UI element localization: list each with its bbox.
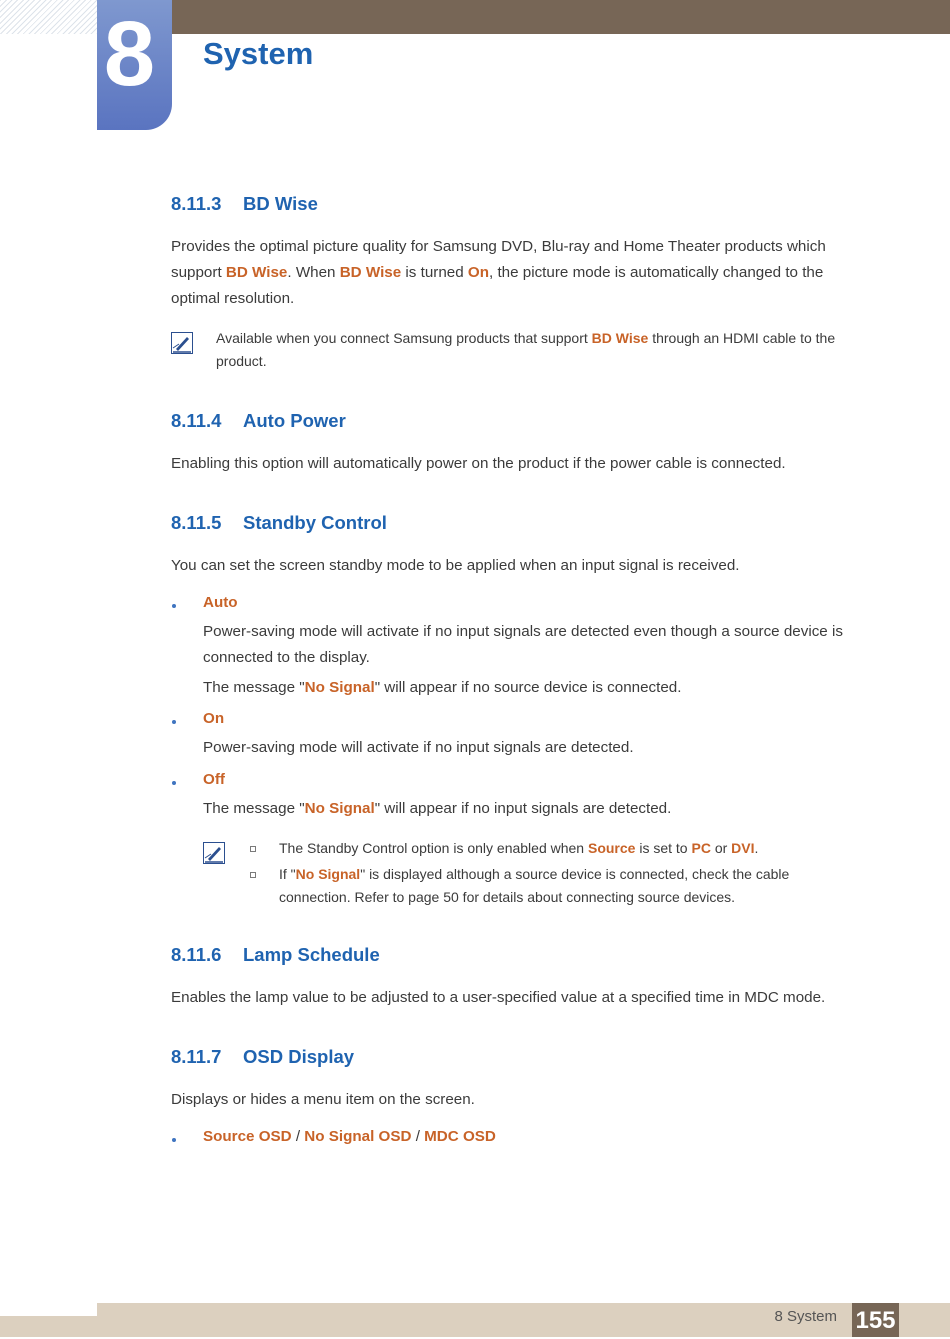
lamp-paragraph: Enables the lamp value to be adjusted to a user-specified value at a specified time in MDC mode. <box>171 989 826 1006</box>
footer-notch <box>0 1303 97 1316</box>
standby-paragraph: You can set the screen standby mode to be applied when an input signal is received. <box>171 557 740 574</box>
on-description: Power-saving mode will activate if no input signals are detected. <box>203 739 634 756</box>
section-heading-standby-control: 8.11.5 Standby Control <box>171 512 387 533</box>
header-pattern <box>0 0 97 34</box>
off-description: The message "No Signal" will appear if no input signals are detected. <box>203 800 672 817</box>
list-item-auto: Auto <box>203 594 238 611</box>
section-heading-auto-power: 8.11.4 Auto Power <box>171 410 346 431</box>
page-number: 155 <box>852 1303 899 1337</box>
osd-paragraph: Displays or hides a menu item on the screen. <box>171 1091 475 1108</box>
note-bullet-icon <box>250 846 256 852</box>
bullet-icon <box>172 720 176 724</box>
bd-wise-paragraph: Provides the optimal picture quality for Samsung DVD, Blu-ray and Home Theater products which support BD Wise. When BD Wise is turned On, the picture mode is automatically changed to the optimal resolution. <box>171 238 826 307</box>
note-icon <box>203 842 225 869</box>
chapter-number: 8 <box>103 3 156 105</box>
section-heading-osd-display: 8.11.7 OSD Display <box>171 1046 355 1067</box>
auto-power-paragraph: Enabling this option will automatically power on the product if the power cable is connected. <box>171 455 786 472</box>
auto-description: Power-saving mode will activate if no input signals are detected even though a source device is connected to the display. The message "No Signal" will appear if no source device is connected. <box>203 623 843 696</box>
note-bullet-icon <box>250 872 256 878</box>
list-item-on: On <box>203 710 225 727</box>
header-bar <box>97 0 950 34</box>
note-icon <box>171 332 193 359</box>
bd-wise-note: Available when you connect Samsung products that support BD Wise through an HDMI cable to the product. <box>216 330 836 369</box>
bullet-icon <box>172 781 176 785</box>
section-heading-lamp-schedule: 8.11.6 Lamp Schedule <box>171 944 380 965</box>
chapter-title: System <box>203 36 314 71</box>
osd-items: Source OSD / No Signal OSD / MDC OSD <box>203 1128 496 1145</box>
standby-note-1: The Standby Control option is only enabled when Source is set to PC or DVI. <box>279 840 759 856</box>
bullet-icon <box>172 604 176 608</box>
bullet-icon <box>172 1138 176 1142</box>
list-item-off: Off <box>203 771 225 788</box>
footer-chapter-label: 8 System <box>774 1308 837 1325</box>
standby-note-2: If "No Signal" is displayed although a source device is connected, check the cable connection. Refer to page 50 for details about connecting source devices. <box>279 866 790 905</box>
section-heading-bd-wise: 8.11.3 BD Wise <box>171 193 318 214</box>
